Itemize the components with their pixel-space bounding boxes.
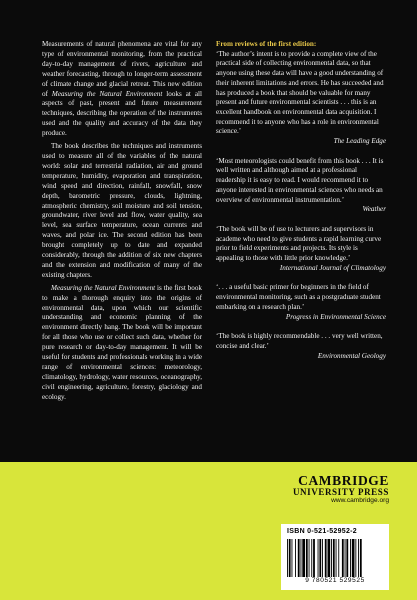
barcode-box xyxy=(281,524,389,590)
publisher-name: CAMBRIDGE xyxy=(298,473,389,488)
review-item xyxy=(216,157,386,215)
review-source: The Leading Edge xyxy=(333,137,386,146)
review-quote: ‘The book will be of use to lecturers and supervisors in academe who need to give students a rapid learning curve prior to field experiments and projects. Its style is appealing to those with little prior knowledge.’ xyxy=(216,224,382,263)
review-source: Environmental Geology xyxy=(317,351,386,360)
review-source: International Journal of Climatology xyxy=(279,263,386,272)
barcode-digits: 9 780521 529525 xyxy=(305,577,365,584)
review-source: Weather xyxy=(362,205,386,214)
publisher-url: www.cambridge.org xyxy=(331,497,389,504)
book-title-italic: Measuring the Natural Environment xyxy=(51,89,163,98)
description-text: looks at all aspects of past, present and future measurement techniques, describing the operation of the instruments used and the quality and accuracy of the data they produce. xyxy=(42,89,202,138)
description-paragraph-2: The book describes the techniques and instruments used to measure all of the variables of the natural world: solar and terrestrial radiation, air and ground temperature, humidity, evaporation and transpiration, wind speed and direction, rainfall, snowfall, snow depth, barometric pressure, clouds, lightning, atmospheric chemistry, soil moisture and soil tension, groundwater, river level and flow, water quality, sea level, sea surface temperature, ocean currents and waves, and polar ice. The second edition has been brought completely up to date and expanded considerably, through the addition of six new chapters and the extension and modification of many of the existing chapters. xyxy=(42,142,202,279)
reviews-heading: From reviews of the first edition: xyxy=(216,40,317,48)
isbn-label: ISBN 0-521-52952-2 xyxy=(287,528,357,535)
review-item xyxy=(216,283,386,322)
review-quote: ‘Most meteorologists could benefit from this book . . . It is well written and although aimed at a professional readership it is easy to read. I would recommend it to anyone interested in environmental sciences who needs an overview of environmental instrumentation.’ xyxy=(216,156,384,204)
description-text: Measurements of natural phenomena are vital for any type of environmental monitoring, from the practical day-to-day management of rivers, agriculture and weather forecasting, through to longer-term assessment of climate change and glacial retreat. This new edition of xyxy=(42,40,202,98)
book-title-italic: Measuring the Natural Environment xyxy=(51,283,156,292)
book-description xyxy=(42,40,202,403)
description-paragraph-3 xyxy=(42,284,202,403)
description-text: is the first book to make a thorough enquiry into the origins of environmental data, upon which our scientific understanding and economic planning of the environment directly hang. The book will be important for all those who use or collect such data, whether for pure research or day-to-day management. It will be useful for students and professionals working in a wide range of environmental sciences: meteorology, climatology, hydrology, water resources, oceanography, civil engineering, agriculture, forestry, glaciology and ecology. xyxy=(42,283,202,401)
review-item xyxy=(216,332,386,361)
barcode-icon xyxy=(287,539,383,577)
description-paragraph-1 xyxy=(42,40,202,139)
publisher-band xyxy=(0,462,417,600)
publisher-logo xyxy=(293,474,389,505)
publisher-press: UNIVERSITY PRESS xyxy=(292,487,389,497)
review-item xyxy=(216,225,386,274)
review-quote: ‘The book is highly recommendable . . . very well written, concise and clear.’ xyxy=(216,332,383,350)
review-quote: ‘. . . a useful basic primer for beginners in the field of environmental monitoring, such as a postgraduate student embarking on a research plan.’ xyxy=(216,283,381,311)
review-item xyxy=(216,50,386,147)
reviews-column xyxy=(216,40,386,371)
review-source: Progress in Environmental Science xyxy=(285,312,386,321)
review-quote: ‘The author’s intent is to provide a complete view of the practical side of collecting environmental data, so that anyone using these data will have a good understanding of their inherent limitations and errors. He has succeeded and has produced a book that should be valuable for many present and future environmental scientists . . . this is an excellent handbook on environmental data acquisition. I recommend it to anyone who has a role in environmental science.’ xyxy=(216,49,384,136)
